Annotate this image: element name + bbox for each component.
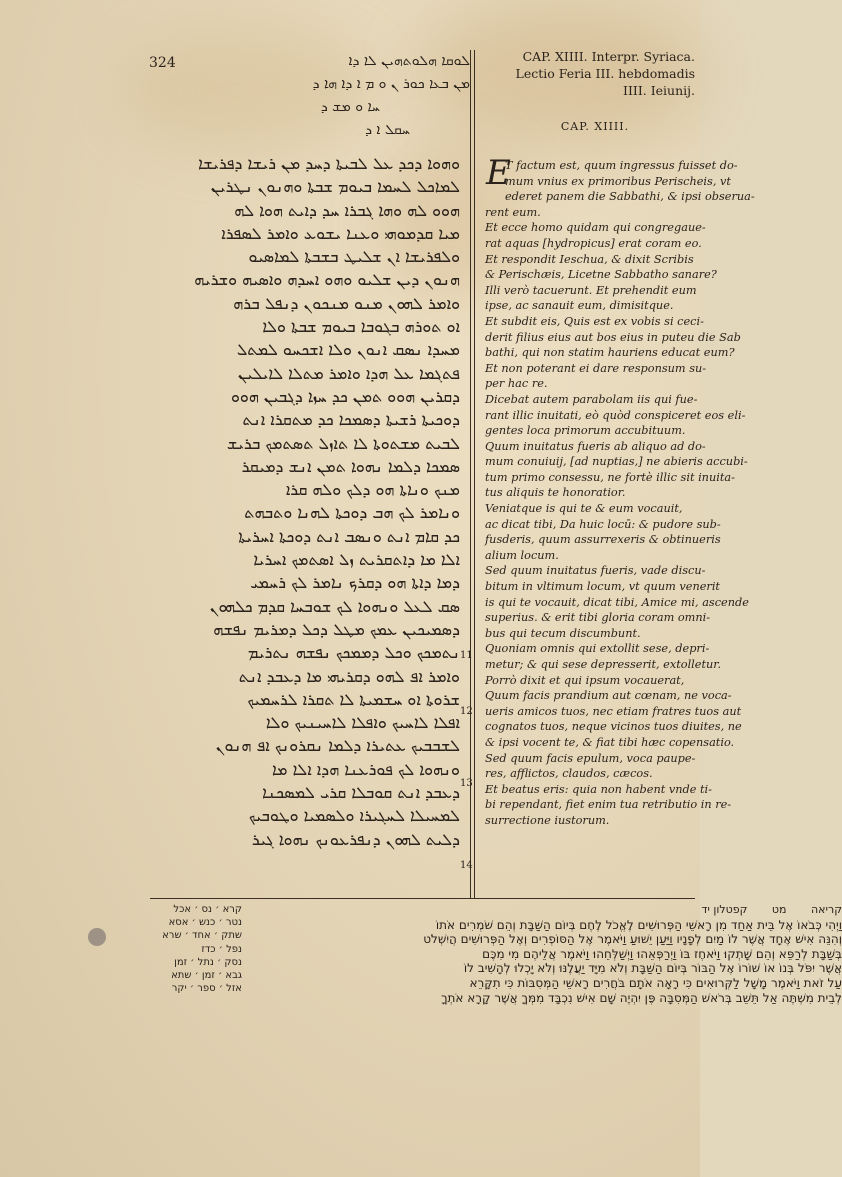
latin-text-line: tum primo consessu, ne fortè illic sit inuita- bbox=[485, 470, 735, 484]
latin-text-line: rant illic inuitati, eò quòd conspiceret eos eli- bbox=[485, 408, 746, 422]
hebrew-text-line: בְּשַׁבָּת לְרַפֵּא וְהֵם שָׁתְקוּ וַיֹּאחֶז בּוֹ וַיְרַפְּאֵהוּ וַיְשַׁלְּחֵהוּ וַיֹּאמֶר אֲלֵיהֶם מִי מִכֶּם bbox=[482, 946, 842, 961]
latin-text-line: Quum facis prandium aut cœnam, ne voca- bbox=[485, 689, 732, 703]
latin-text-line: Et ecce homo quidam qui congregaue- bbox=[485, 221, 706, 235]
syriac-text-line: ܐܦܠܐ ܠܐܚܝܟ ܘܐܦܠܐ ܠܐܚܝܢܝܟ ܘܠܐ bbox=[265, 713, 460, 733]
syriac-text-line: ܗܢܘܢ ܕܝܢ ܫܠܝܘ ܘܗܘ ܐܚܕܗ ܘܐܣܝܗ ܘܫܪܝܗ bbox=[194, 270, 460, 290]
latin-text-line: Quum inuitatus fueris ab aliquo ad do- bbox=[485, 439, 706, 453]
hebrew-gloss-line: שתק ׳ אחד ׳ שרא bbox=[162, 930, 242, 942]
syriac-text-line: ܠܒܝܬ ܡܫܬܘܬܐ ܠܐ ܬܐܙܠ ܬܣܬܡܟ ܒܪܝܫ bbox=[226, 433, 460, 453]
latin-text-line: gentes loca primorum accubituum. bbox=[485, 424, 686, 438]
latin-text-line: Et subdit eis, Quis est ex vobis si ceci- bbox=[485, 314, 704, 328]
syriac-header bbox=[150, 50, 470, 142]
syriac-text-line: ܡܚܕܐ ܢܣܩ ܐܢܘܢ ܘܠܐ ܐܫܟܚܘ ܠܡܬܠ bbox=[236, 340, 460, 360]
latin-text-line: per hac re. bbox=[485, 377, 548, 391]
latin-text-column bbox=[485, 153, 755, 829]
hebrew-head-item: מט bbox=[771, 903, 787, 916]
paper-hole bbox=[88, 928, 106, 946]
syriac-text-line: ܕܘܟܝܬܐ ܪܫܝܬܐ ܕܣܡܟܐ ܟܕ ܡܬܩܪܐ ܐܢܬ bbox=[242, 410, 460, 430]
latin-text-line: Quoniam omnis qui extollit sese, depri- bbox=[485, 642, 710, 656]
latin-text-line: ipse, ac sanauit eum, dimisitque. bbox=[485, 299, 674, 313]
latin-text-line: superius. & erit tibi gloria coram omni- bbox=[485, 611, 711, 625]
latin-text-line: Porrò dixit et qui ipsum vocauerat, bbox=[485, 673, 685, 687]
syriac-text-line: ܠܡܚܝܠܐ ܠܚܓܝܪܐ ܘܠܣܡܝܐ ܘܛܘܒܝܟ bbox=[248, 806, 460, 826]
syriac-text-line: ܘܢܐܡܪ ܠܟ ܗܒ ܕܘܟܬܐ ܠܗܢܐ ܘܬܒܗܬ bbox=[244, 503, 460, 523]
chapter-title: CAP. XIIII. bbox=[560, 120, 630, 133]
latin-text-line: alium locum. bbox=[485, 548, 559, 562]
drop-capital: E bbox=[486, 153, 511, 193]
syriac-text-line: ܠܫܒܒܝܟ ܥܬܝܪܐ ܕܠܡܐ ܢܩܪܘܢܟ ܐܦ ܗܢܘܢ bbox=[215, 736, 460, 756]
latin-text-line: Sed quum inuitatus fueris, vade discu- bbox=[485, 564, 706, 578]
latin-text-line: bi rependant, fiet enim tua retributio in re- bbox=[485, 798, 732, 812]
hebrew-running-head bbox=[402, 903, 842, 918]
latin-header-line: Lectio Feria III. hebdomadis bbox=[515, 66, 695, 81]
latin-text-line: Sed quum facis epulum, voca paupe- bbox=[485, 751, 696, 765]
latin-text-line: metur; & qui sese depresserit, extolletur. bbox=[485, 658, 722, 671]
verse-number: 12 bbox=[460, 706, 473, 717]
latin-text-line: Et beatus eris: quia non habent vnde ti- bbox=[485, 782, 712, 796]
syriac-text-line: ܢܬܡܟܟ ܘܟܠ ܕܡܡܟܟ ܢܦܫܗ ܢܬܪܝܡ bbox=[247, 643, 460, 663]
syriac-text-line: ܣܡܟܐ ܕܠܡܐ ܢܗܘܐ ܬܡܢ ܐܢܫ ܕܡܝܩܪ bbox=[241, 456, 460, 476]
latin-text-line: res, afflictos, claudos, cæcos. bbox=[485, 767, 653, 781]
latin-text-line: Illi verò tacuerunt. Et prehendit eum bbox=[485, 283, 697, 297]
hebrew-text-line: וַיְהִי כְּבֹאוֹ אֶל בֵּית אַחַד מִן רָאשֵׁי הַפְּרוּשִׁים לֶאֱכֹל לֶחֶם בְּיוֹם הַשַּׁבָּת וְהֵם שֹׁמְרִים אֹתוֹ bbox=[435, 917, 842, 932]
latin-text-line: T factum est, quum ingressus fuisset do- bbox=[505, 159, 738, 172]
latin-text-line: mum conuiuij, [ad nuptias,] ne abieris accubi- bbox=[485, 455, 748, 469]
hebrew-gloss-line: נפל ׳ כדז bbox=[201, 943, 242, 955]
verse-number: 13 bbox=[460, 778, 473, 789]
latin-text-line: mum vnius ex primoribus Perischeis, vt bbox=[505, 174, 731, 188]
syriac-text-line: ܠܡܐܟܠ ܠܚܡܐ ܒܝܘܡ ܫܒܬܐ ܘܗܢܘܢ ܢܛܪܝܢ bbox=[210, 177, 460, 197]
latin-text-line: bathi, qui non statim hauriens educat eum? bbox=[485, 346, 735, 360]
hebrew-gloss-line: גבא ׳ זמן ׳ שתא bbox=[171, 969, 242, 981]
latin-text-line: tus aliquis te honoratior. bbox=[485, 486, 626, 500]
syriac-text-line: ܐܠܐ ܡܐ ܕܐܬܩܪܝܬ ܙܠ ܐܣܬܡܟ ܐܚܪܝܐ bbox=[253, 550, 460, 570]
syriac-text-line: ܕܩܪܝܢ ܗܘܘ ܬܡܢ ܟܕ ܚܙܐ ܕܓܒܝܢ ܗܘܘ bbox=[230, 386, 460, 406]
syriac-text-line: ܘܗܘܐ ܕܟܕ ܥܠ ܠܒܝܬܐ ܕܚܕ ܡܢ ܪܝܫܐ ܕܦܪܝܫܐ bbox=[198, 154, 460, 173]
syriac-text-line: ܕܣܡܝܟܝܢ ܥܡܟ ܡܛܠ ܕܟܠ ܕܡܪܝܡ ܢܦܫܗ bbox=[213, 619, 460, 639]
hebrew-head-item: קריאה bbox=[810, 903, 842, 916]
syriac-text-line: ܕܡܐ ܕܐܬܐ ܗܘ ܕܩܪܟ ܢܐܡܪ ܠܟ ܪܚܡܝ bbox=[250, 573, 460, 593]
syriac-header-line: ܡܢ ܒܥܐ ܟܘܪ ܢ ܘ ܡ ܐ ܕܐ ܗܐ ܕ bbox=[312, 76, 470, 92]
syriac-text-line: ܦܬܓܡܐ ܥܠ ܗܕܐ ܘܐܡܪ ܡܬܠܐ ܠܐܝܠܝܢ bbox=[238, 363, 460, 383]
latin-text-line: fusderis, quum assurrexeris & obtinueris bbox=[485, 533, 721, 547]
syriac-text-line: ܘܐܡܪ ܐܦ ܠܗܘ ܕܩܪܝܗܝ ܡܐ ܕܥܒܕ ܐܢܬ bbox=[238, 666, 460, 686]
hebrew-gloss-line: נסק ׳ נתל ׳ זמן bbox=[174, 956, 242, 968]
horizontal-rule bbox=[150, 898, 695, 899]
column-divider bbox=[474, 50, 475, 898]
syriac-text-line: ܘܢܗܘܐ ܠܟ ܦܘܪܥܢܐ ܗܕܐ ܐܠܐ ܡܐ bbox=[271, 759, 460, 779]
latin-header-line: IIII. Ieiunij. bbox=[623, 83, 695, 98]
syriac-text-line: ܕܥܒܕ ܐܢܬ ܩܘܒܠܐ ܩܪܝ ܠܡܣܟܢܐ bbox=[262, 783, 460, 803]
verse-number: 11 bbox=[460, 650, 473, 661]
hebrew-head-item: קפטלון יד bbox=[701, 903, 748, 916]
latin-text-line: Veniatque is qui te & eum vocauit, bbox=[485, 502, 683, 516]
syriac-header-line: ܚܩܠ ܐ ܕ bbox=[365, 122, 410, 138]
hebrew-text-line: וְהִנֵּה אִישׁ אֶחָד אֲשֶׁר לוֹ מַיִם לְפָנָיו וַיַּעַן יֵשׁוּעַ וַיֹּאמֶר אֶל הַסּוֹפְרִים וְאֶל הַפְּרוּשִׁים הֲיִשְׁלֹט bbox=[423, 932, 842, 947]
latin-text-line: derit filius eius aut bos eius in puteu die Sab bbox=[485, 330, 741, 344]
hebrew-text-line: עַל זֹאת וַיֹּאמֶר מָשָׁל לַקְּרוּאִים כִּי רָאָה אֹתָם בֹּחֲרִים רָאשֵׁי הַמְּסִבּוֹת כִּי תִקָּרֵא bbox=[469, 975, 842, 990]
latin-header bbox=[495, 48, 695, 99]
latin-text-line: ueris amicos tuos, nec etiam fratres tuos aut bbox=[485, 704, 742, 718]
verse-number: 14 bbox=[460, 860, 473, 871]
hebrew-lines bbox=[402, 918, 842, 1006]
latin-text-line: is qui te vocauit, dicat tibi, Amice mi, ascende bbox=[485, 595, 749, 609]
latin-text-line: surrectione iustorum. bbox=[485, 813, 610, 827]
syriac-text-line: ܡܝܐ ܩܕܡܘܗܝ ܘܥܢܐ ܝܫܘܥ ܘܐܡܪ ܠܣܦܪܐ bbox=[221, 223, 460, 243]
latin-text-line: & ipsi vocent te, & fiat tibi hæc copensatio. bbox=[485, 735, 735, 749]
syriac-text-column bbox=[150, 152, 460, 851]
syriac-text-line: ܕܠܝܬ ܠܗܘܢ ܕܢܦܪܥܘܢܟ ܢܗܘܐ ܓܝܪ bbox=[251, 829, 460, 849]
latin-text-line: rent eum. bbox=[485, 205, 541, 219]
syriac-header-line: ܚܐ ܘ ܡܫ ܕ bbox=[320, 99, 380, 115]
latin-text-line: Et non poterant ei dare responsum su- bbox=[485, 361, 707, 375]
syriac-text-line: ܘܐܡܪ ܠܗܘܢ ܡܢܘ ܡܢܟܘܢ ܕܢܦܠ ܒܪܗ bbox=[233, 293, 460, 313]
syriac-header-line: ܠܘܩܐ ܗܠܘܬܗܝܢ ܠܐ ܕܐ bbox=[348, 53, 470, 69]
hebrew-gloss-line: קרא ׳ נס ׳ אכל bbox=[173, 904, 242, 915]
page-number: 324 bbox=[149, 55, 176, 71]
latin-text-line: bus qui tecum discumbunt. bbox=[485, 626, 641, 640]
latin-text-line: rat aquas [hydropicus] erat coram eo. bbox=[485, 236, 702, 250]
latin-text-line: Et respondit Ieschua, & dixit Scribis bbox=[485, 252, 694, 266]
syriac-text-line: ܫܪܘܬܐ ܐܘ ܚܫܡܝܬܐ ܠܐ ܬܩܪܐ ܠܪܚܡܝܟ bbox=[247, 689, 460, 709]
latin-text-line: ederet panem die Sabbathi, & ipsi obserua- bbox=[505, 190, 755, 204]
hebrew-margin-glosses bbox=[150, 903, 242, 995]
latin-text-line: bitum in vltimum locum, vt quum venerit bbox=[485, 580, 720, 594]
syriac-text-line: ܡܢܟ ܘܢܐܬܐ ܗܘ ܕܠܟ ܘܠܗ ܩܪܐ bbox=[285, 480, 460, 500]
syriac-text-line: ܘܠܦܪܝܫܐ ܐܢ ܫܠܝܛ ܒܫܒܬܐ ܠܡܐܣܝܘ bbox=[248, 247, 460, 267]
latin-header-line: CAP. XIIII. Interpr. Syriaca. bbox=[522, 49, 695, 64]
latin-text-line: ac dicat tibi, Da huic locū: & pudore sub- bbox=[485, 517, 721, 531]
syriac-text-line: ܐܘ ܬܘܪܗ ܒܓܘܒܐ ܒܝܘܡ ܫܒܬܐ ܘܠܐ bbox=[262, 317, 460, 337]
hebrew-gloss-line: נטר ׳ כנש ׳ אסא bbox=[168, 917, 242, 929]
syriac-text-line: ܣܩ ܠܥܠ ܘܢܗܘܐ ܠܟ ܫܘܒܚܐ ܩܕܡ ܟܠܗܘܢ bbox=[209, 596, 460, 616]
syriac-text-line: ܟܕ ܩܐܡ ܐܢܬ ܘܢܣܒ ܐܢܬ ܕܘܟܬܐ ܐܚܪܝܬܐ bbox=[238, 526, 460, 546]
column-divider bbox=[470, 50, 471, 898]
hebrew-text-block bbox=[402, 903, 842, 1005]
syriac-text-line: ܗܘܘ ܠܗ ܘܗܐ ܓܒܪܐ ܚܕ ܕܐܝܬ ܗܘܐ ܠܗ bbox=[234, 200, 460, 220]
hebrew-text-line: לְבֵית מִשְׁתֶּה אַל תֵּשֵׁב בְּרֹאשׁ הַמְּסִבָּה פֶּן יִהְיֶה שָׁם אִישׁ נִכְבָּד מִמְּךָ אֲשֶׁר קָרָא אֹתְךָ bbox=[441, 990, 842, 1005]
hebrew-text-line: אֲשֶׁר יִפֹּל בְּנוֹ אוֹ שׁוֹרוֹ אֶל הַבּוֹר בְּיוֹם הַשַּׁבָּת וְלֹא מִיָּד יַעֲלֶנּוּ וְלֹא יָכְלוּ לְהָשִׁיב לוֹ bbox=[463, 961, 842, 976]
latin-text-line: cognatos tuos, neque vicinos tuos diuites, ne bbox=[485, 720, 742, 734]
latin-text-line: Dicebat autem parabolam iis qui fue- bbox=[485, 392, 698, 406]
latin-text-line: & Perischæis, Licetne Sabbatho sanare? bbox=[485, 268, 717, 282]
hebrew-gloss-line: אזל ׳ ספר ׳ יקר bbox=[171, 983, 242, 995]
